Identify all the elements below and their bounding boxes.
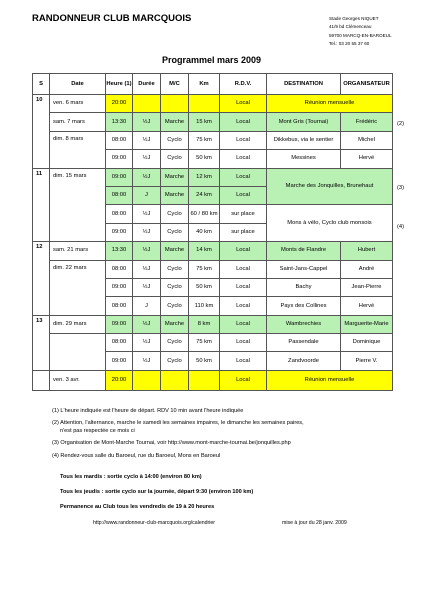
time-cell: 20:00	[106, 95, 133, 113]
type-cell: Cyclo	[161, 297, 189, 315]
duration-cell	[133, 370, 161, 390]
week-number: 11	[33, 168, 50, 242]
type-cell: Cyclo	[161, 205, 189, 223]
organizer-cell: André	[341, 260, 393, 278]
date-cell	[50, 334, 106, 371]
date-cell: dim. 8 mars	[50, 131, 106, 168]
footer-url[interactable]: http://www.randonneur-club-marcquois.org/calendrier	[93, 520, 215, 526]
organizer-cell: Frédéric	[341, 113, 393, 131]
organizer-cell: Marguerite-Marie	[341, 315, 393, 333]
week-number: 10	[33, 95, 50, 169]
date-cell: dim. 22 mars	[50, 260, 106, 315]
schedule-table	[32, 73, 393, 391]
km-cell: 40 km	[189, 223, 220, 241]
address-line: Tel.: 03 20 55 37 60	[329, 41, 370, 47]
rdv-cell: Local	[220, 131, 267, 149]
type-cell: Marche	[161, 315, 189, 333]
destination-cell: Saint-Jans-Cappel	[267, 260, 341, 278]
destination-cell: Marche des Jonquilles, Brunehaut	[267, 168, 393, 205]
table-row	[33, 315, 393, 333]
destination-cell: Messines	[267, 150, 341, 168]
date-cell: sam. 21 mars	[50, 242, 106, 260]
rdv-cell: Local	[220, 315, 267, 333]
type-cell: Cyclo	[161, 260, 189, 278]
col-header-destination: DESTINATION	[267, 74, 341, 95]
col-header-rdv: R.D.V.	[220, 74, 267, 95]
duration-cell: J	[133, 186, 161, 204]
km-cell: 75 km	[189, 334, 220, 352]
km-cell: 12 km	[189, 168, 220, 186]
week-number: 12	[33, 242, 50, 316]
col-header-km: Km	[189, 74, 220, 95]
destination-cell: Dikkebus, via le sentier	[267, 131, 341, 149]
destination-cell: Mons à vélo, Cyclo club monsois	[267, 205, 393, 242]
footnote-ref: (3)	[397, 185, 405, 191]
table-row	[33, 168, 393, 186]
date-cell: sam. 7 mars	[50, 113, 106, 131]
type-cell: Cyclo	[161, 131, 189, 149]
rdv-cell: Local	[220, 113, 267, 131]
note-line: (4) Rendez-vous salle du Baroeul, rue du Baroeul, Mons en Baroeul	[52, 452, 221, 459]
km-cell: 110 km	[189, 297, 220, 315]
destination-cell: Pays des Collines	[267, 297, 341, 315]
note-line: n'est pas respectée ce mois ci	[60, 427, 135, 434]
km-cell	[189, 370, 220, 390]
program-title: Programmel mars 2009	[161, 55, 262, 65]
destination-cell: Réunion mensuelle	[267, 95, 393, 113]
table-row	[33, 131, 393, 149]
time-cell: 09:00	[106, 315, 133, 333]
duration-cell: ½J	[133, 150, 161, 168]
time-cell: 08:00	[106, 260, 133, 278]
organizer-cell: Dominique	[341, 334, 393, 352]
rdv-cell: sur place	[220, 223, 267, 241]
col-header-date: Date	[50, 74, 106, 95]
duration-cell: ½J	[133, 315, 161, 333]
rdv-cell: sur place	[220, 205, 267, 223]
km-cell: 15 km	[189, 113, 220, 131]
note-line: (3) Organisation de Mont-Marche Tournai, voir http://www.mont-marche-tournai.be/jonquilles.php	[52, 440, 291, 447]
km-cell: 50 km	[189, 278, 220, 296]
destination-cell: Passendale	[267, 334, 341, 352]
km-cell: 24 km	[189, 186, 220, 204]
week-number: 13	[33, 315, 50, 370]
col-header-s: S	[33, 74, 50, 95]
km-cell: 75 km	[189, 131, 220, 149]
time-cell: 09:00	[106, 150, 133, 168]
time-cell: 09:00	[106, 168, 133, 186]
time-cell: 08:00	[106, 131, 133, 149]
rdv-cell: Local	[220, 95, 267, 113]
rdv-cell: Local	[220, 334, 267, 352]
time-cell: 09:00	[106, 352, 133, 370]
type-cell	[161, 95, 189, 113]
duration-cell: ½J	[133, 352, 161, 370]
footer-updated: mise à jour du 28 janv. 2009	[282, 520, 347, 526]
type-cell: Cyclo	[161, 150, 189, 168]
destination-cell: Réunion mensuelle	[267, 370, 393, 390]
table-row	[33, 95, 393, 113]
type-cell: Cyclo	[161, 352, 189, 370]
type-cell: Cyclo	[161, 223, 189, 241]
col-header-organisateur: ORGANISATEUR	[341, 74, 393, 95]
table-row	[33, 334, 393, 352]
footnote-ref: (4)	[397, 224, 405, 230]
week-number	[33, 370, 50, 390]
rdv-cell: Local	[220, 260, 267, 278]
rdv-cell: Local	[220, 352, 267, 370]
col-header-duree: Durée	[133, 74, 161, 95]
address-line: 59700 MARCQ-EN-BAROEUL	[329, 32, 392, 38]
km-cell: 50 km	[189, 150, 220, 168]
footnote-ref: (2)	[397, 121, 405, 127]
time-cell: 13:30	[106, 242, 133, 260]
date-cell: ven. 3 avr.	[50, 370, 106, 390]
km-cell: 14 km	[189, 242, 220, 260]
organizer-cell: Jean-Pierre	[341, 278, 393, 296]
organizer-cell: Hervé	[341, 150, 393, 168]
table-row	[33, 370, 393, 390]
type-cell: Marche	[161, 113, 189, 131]
km-cell	[189, 95, 220, 113]
duration-cell: ½J	[133, 278, 161, 296]
time-cell: 09:00	[106, 223, 133, 241]
header-row	[33, 74, 393, 95]
destination-cell: Mont Gris (Tournai)	[267, 113, 341, 131]
time-cell: 20:00	[106, 370, 133, 390]
organizer-cell: Hubert	[341, 242, 393, 260]
km-cell: 60 / 80 km	[189, 205, 220, 223]
club-name: RANDONNEUR CLUB MARCQUOIS	[32, 13, 192, 24]
date-cell: ven. 6 mars	[50, 95, 106, 113]
table-row	[33, 113, 393, 131]
table-row	[33, 242, 393, 260]
time-cell: 08:00	[106, 297, 133, 315]
time-cell: 09:00	[106, 278, 133, 296]
table-row	[33, 260, 393, 278]
duration-cell: ½J	[133, 334, 161, 352]
type-cell: Marche	[161, 168, 189, 186]
organizer-cell: Hervé	[341, 297, 393, 315]
km-cell: 50 km	[189, 352, 220, 370]
duration-cell	[133, 95, 161, 113]
rdv-cell: Local	[220, 297, 267, 315]
duration-cell: ½J	[133, 223, 161, 241]
type-cell	[161, 370, 189, 390]
duration-cell: ½J	[133, 113, 161, 131]
recurring-line: Tous les jeudis : sortie cyclo sur la journée, départ 9:30 (environ 100 km)	[60, 489, 254, 495]
address-line: 41/9 bd Clémenceau	[329, 24, 372, 30]
rdv-cell: Local	[220, 370, 267, 390]
club-address	[329, 15, 392, 49]
duration-cell: ½J	[133, 205, 161, 223]
duration-cell: ½J	[133, 131, 161, 149]
type-cell: Marche	[161, 186, 189, 204]
type-cell: Marche	[161, 242, 189, 260]
rdv-cell: Local	[220, 242, 267, 260]
date-cell: dim. 15 mars	[50, 168, 106, 242]
col-header-mc: M/C	[161, 74, 189, 95]
rdv-cell: Local	[220, 168, 267, 186]
type-cell: Cyclo	[161, 334, 189, 352]
duration-cell: ½J	[133, 242, 161, 260]
time-cell: 13:30	[106, 113, 133, 131]
type-cell: Cyclo	[161, 278, 189, 296]
time-cell: 08:00	[106, 334, 133, 352]
note-line: (1) L'heure indiquée est l'heure de départ. RDV 10 min avant l'heure indiquée	[52, 408, 244, 414]
destination-cell: Wambrechies	[267, 315, 341, 333]
time-cell: 08:00	[106, 186, 133, 204]
duration-cell: ½J	[133, 168, 161, 186]
duration-cell: J	[133, 297, 161, 315]
destination-cell: Bachy	[267, 278, 341, 296]
destination-cell: Zandvoorde	[267, 352, 341, 370]
duration-cell: ½J	[133, 260, 161, 278]
recurring-line: Permanence au Club tous les vendredis de 19 à 20 heures	[60, 504, 215, 510]
date-cell: dim. 29 mars	[50, 315, 106, 333]
time-cell: 08:00	[106, 205, 133, 223]
organizer-cell: Pierre V.	[341, 352, 393, 370]
rdv-cell: Local	[220, 186, 267, 204]
km-cell: 8 km	[189, 315, 220, 333]
address-line: Stade Georges NIQUET	[329, 16, 379, 21]
rdv-cell: Local	[220, 278, 267, 296]
notes-section	[52, 408, 402, 465]
recurring-line: Tous les mardis : sortie cyclo à 14:00 (environ 80 km)	[60, 474, 202, 480]
col-header-heure: Heure (1)	[106, 74, 133, 95]
destination-cell: Monts de Flandre	[267, 242, 341, 260]
rdv-cell: Local	[220, 150, 267, 168]
organizer-cell: Michel	[341, 131, 393, 149]
note-line: (2) Attention, l'alternance, marche le samedi les semaines impaires, le dimanche les semaines paires,	[52, 420, 304, 427]
km-cell: 75 km	[189, 260, 220, 278]
